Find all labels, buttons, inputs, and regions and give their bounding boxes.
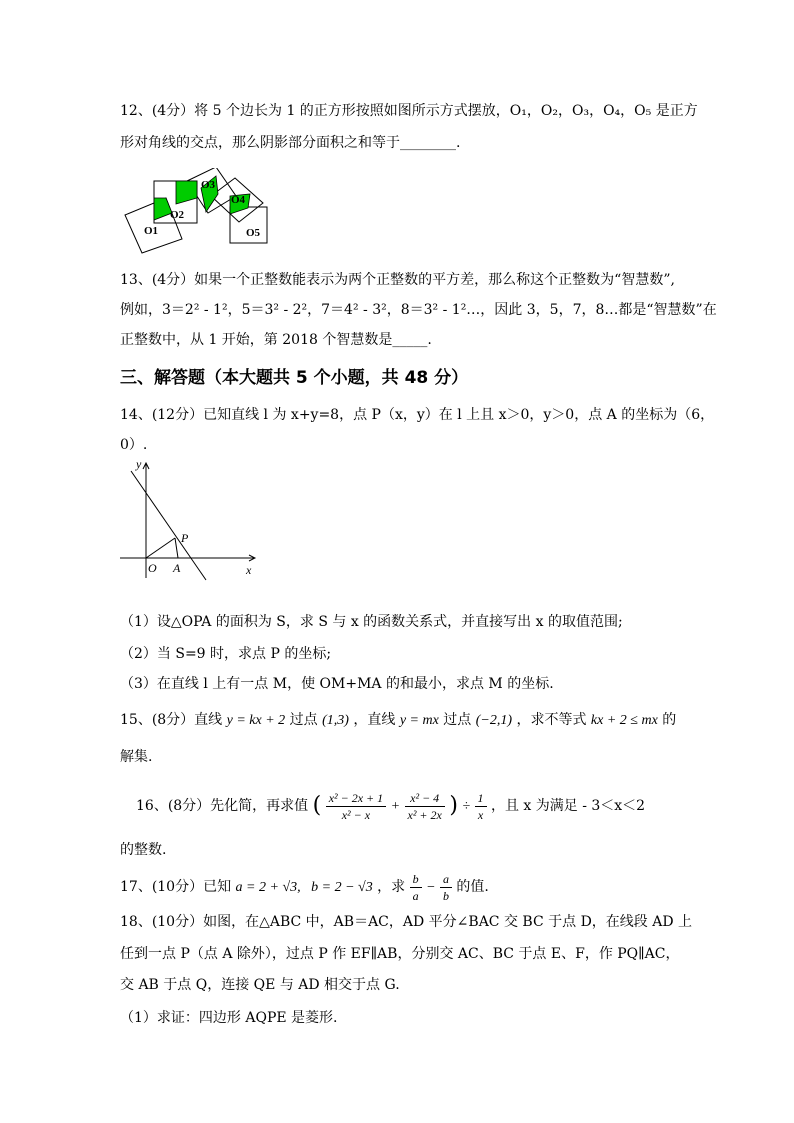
q17-f1-numerator: b bbox=[410, 871, 422, 888]
q14-sub2: （2）当 S=9 时，求点 P 的坐标; bbox=[120, 646, 332, 662]
label-y: y bbox=[136, 457, 142, 471]
q17-minus: − bbox=[426, 880, 436, 895]
q14-line2: 0）. bbox=[120, 437, 148, 453]
q15-line2: 解集. bbox=[120, 749, 153, 765]
q15-eq2: y = mx bbox=[399, 713, 439, 728]
q13-line1: 13、(4分）如果一个正整数能表示为两个正整数的平方差，那么称这个正整数为“智慧数”, bbox=[120, 272, 675, 288]
label-o: O bbox=[148, 561, 157, 575]
q16-f3-numerator: 1 bbox=[475, 790, 487, 807]
q14-figure bbox=[118, 456, 268, 582]
q14-line1: 14、(12分）已知直线 l 为 x+y=8，点 P（x，y）在 l 上且 x＞0，y＞0，点 A 的坐标为（6， bbox=[120, 407, 715, 423]
label-o3: O3 bbox=[201, 179, 216, 191]
q17-f2-numerator: a bbox=[440, 871, 452, 888]
q15-text-3: ，直线 bbox=[353, 712, 396, 728]
label-o5: O5 bbox=[246, 227, 261, 239]
q16-plus: + bbox=[390, 799, 401, 814]
q16-fraction-2 bbox=[405, 790, 445, 823]
q12-figure bbox=[118, 168, 288, 254]
q16-f1-numerator: x² − 2x + 1 bbox=[326, 790, 386, 807]
q17-expression: a = 2 + √3, b = 2 − √3 bbox=[235, 880, 373, 895]
q15-text-5: ，求不等式 bbox=[516, 712, 587, 728]
q18-line3: 交 AB 于点 Q，连接 QE 与 AD 相交于点 G. bbox=[120, 977, 400, 993]
q17-text-3: 的值. bbox=[456, 879, 489, 895]
q15-eq1: y = kx + 2 bbox=[226, 713, 286, 728]
q12-line1: 12、(4分）将 5 个边长为 1 的正方形按照如图所示方式摆放，O₁，O₂，O₃，O₄，O₅ 是正方 bbox=[120, 103, 698, 119]
segment-op bbox=[146, 538, 175, 558]
q16-text-1: 16、(8分）先化简，再求值 bbox=[136, 798, 309, 814]
q16-line2: 的整数. bbox=[120, 842, 167, 858]
q15-inequality: kx + 2 ≤ mx bbox=[590, 713, 658, 728]
label-a: A bbox=[173, 561, 181, 575]
q13-line2: 例如，3＝2² - 1²，5＝3² - 2²，7＝4² - 3²，8＝3² - 1²…，因此 3，5，7，8…都是“智慧数”在 bbox=[120, 302, 717, 318]
section-heading: 三、解答题（本大题共 5 个小题，共 48 分） bbox=[120, 368, 469, 388]
q16-f1-denominator: x² − x bbox=[341, 807, 371, 822]
q16-f2-denominator: x² + 2x bbox=[407, 807, 442, 822]
q13-line3: 正整数中，从 1 开始，第 2018 个智慧数是_____. bbox=[120, 332, 432, 348]
shade-2 bbox=[176, 181, 197, 204]
q16-line1: 16、(8分）先化简，再求值 ( $\frac{\text{x² − 2x + 1}}{\text{x² − x}}$ + $\frac{\text{x² − 4}}{\text{x² + 2x}}$ ) ÷ $\frac{1}{x}$ ，且 x 为满足 - 3＜x＜2 bbox=[136, 790, 646, 822]
q17-f1-denominator: a bbox=[412, 888, 419, 903]
q17-fraction-2 bbox=[440, 871, 452, 904]
segment-pa bbox=[175, 538, 178, 558]
q18-line2: 任到一点 P（点 A 除外），过点 P 作 EF∥AB，分别交 AC、BC 于点 E、F，作 PQ∥AC， bbox=[120, 946, 680, 962]
q14-sub1: （1）设△OPA 的面积为 S，求 S 与 x 的函数关系式，并直接写出 x 的取值范围; bbox=[120, 614, 623, 630]
q15-point2: (−2,1) bbox=[475, 713, 513, 728]
q17-text-2: ，求 bbox=[377, 879, 406, 895]
label-o2: O2 bbox=[170, 209, 185, 221]
q15-text-2: 过点 bbox=[289, 712, 318, 728]
q15-text-6: 的 bbox=[662, 712, 677, 728]
label-x: x bbox=[246, 563, 252, 577]
label-o1: O1 bbox=[144, 225, 159, 237]
q17-text-1: 17、(10分）已知 bbox=[120, 879, 232, 895]
q17-f2-denominator: b bbox=[442, 888, 449, 903]
q16-f2-numerator: x² − 4 bbox=[405, 790, 445, 807]
q18-line1: 18、(10分）如图，在△ABC 中，AB＝AC，AD 平分∠BAC 交 BC 于点 D，在线段 AD 上 bbox=[120, 914, 693, 930]
q16-f3-denominator: x bbox=[477, 807, 484, 822]
q17-fraction-1 bbox=[410, 871, 422, 904]
q15-text-4: 过点 bbox=[443, 712, 472, 728]
q15-point1: (1,3) bbox=[322, 713, 349, 728]
line-l bbox=[131, 471, 206, 580]
label-o4: O4 bbox=[231, 194, 246, 206]
q14-sub3: （3）在直线 l 上有一点 M，使 OM+MA 的和最小，求点 M 的坐标. bbox=[120, 676, 554, 692]
q12-line2: 形对角线的交点，那么阴影部分面积之和等于________. bbox=[120, 135, 461, 151]
q16-divide: ÷ bbox=[462, 799, 471, 814]
q18-sub1: （1）求证：四边形 AQPE 是菱形. bbox=[120, 1010, 338, 1026]
q16-fraction-1 bbox=[326, 790, 386, 823]
q16-text-2: ，且 x 为满足 - 3＜x＜2 bbox=[490, 798, 646, 814]
label-p: P bbox=[181, 531, 189, 545]
q15-line1 bbox=[120, 710, 676, 731]
q15-text-1: 15、(8分）直线 bbox=[120, 712, 223, 728]
q16-fraction-3 bbox=[475, 790, 487, 823]
q17-line1 bbox=[120, 870, 489, 904]
